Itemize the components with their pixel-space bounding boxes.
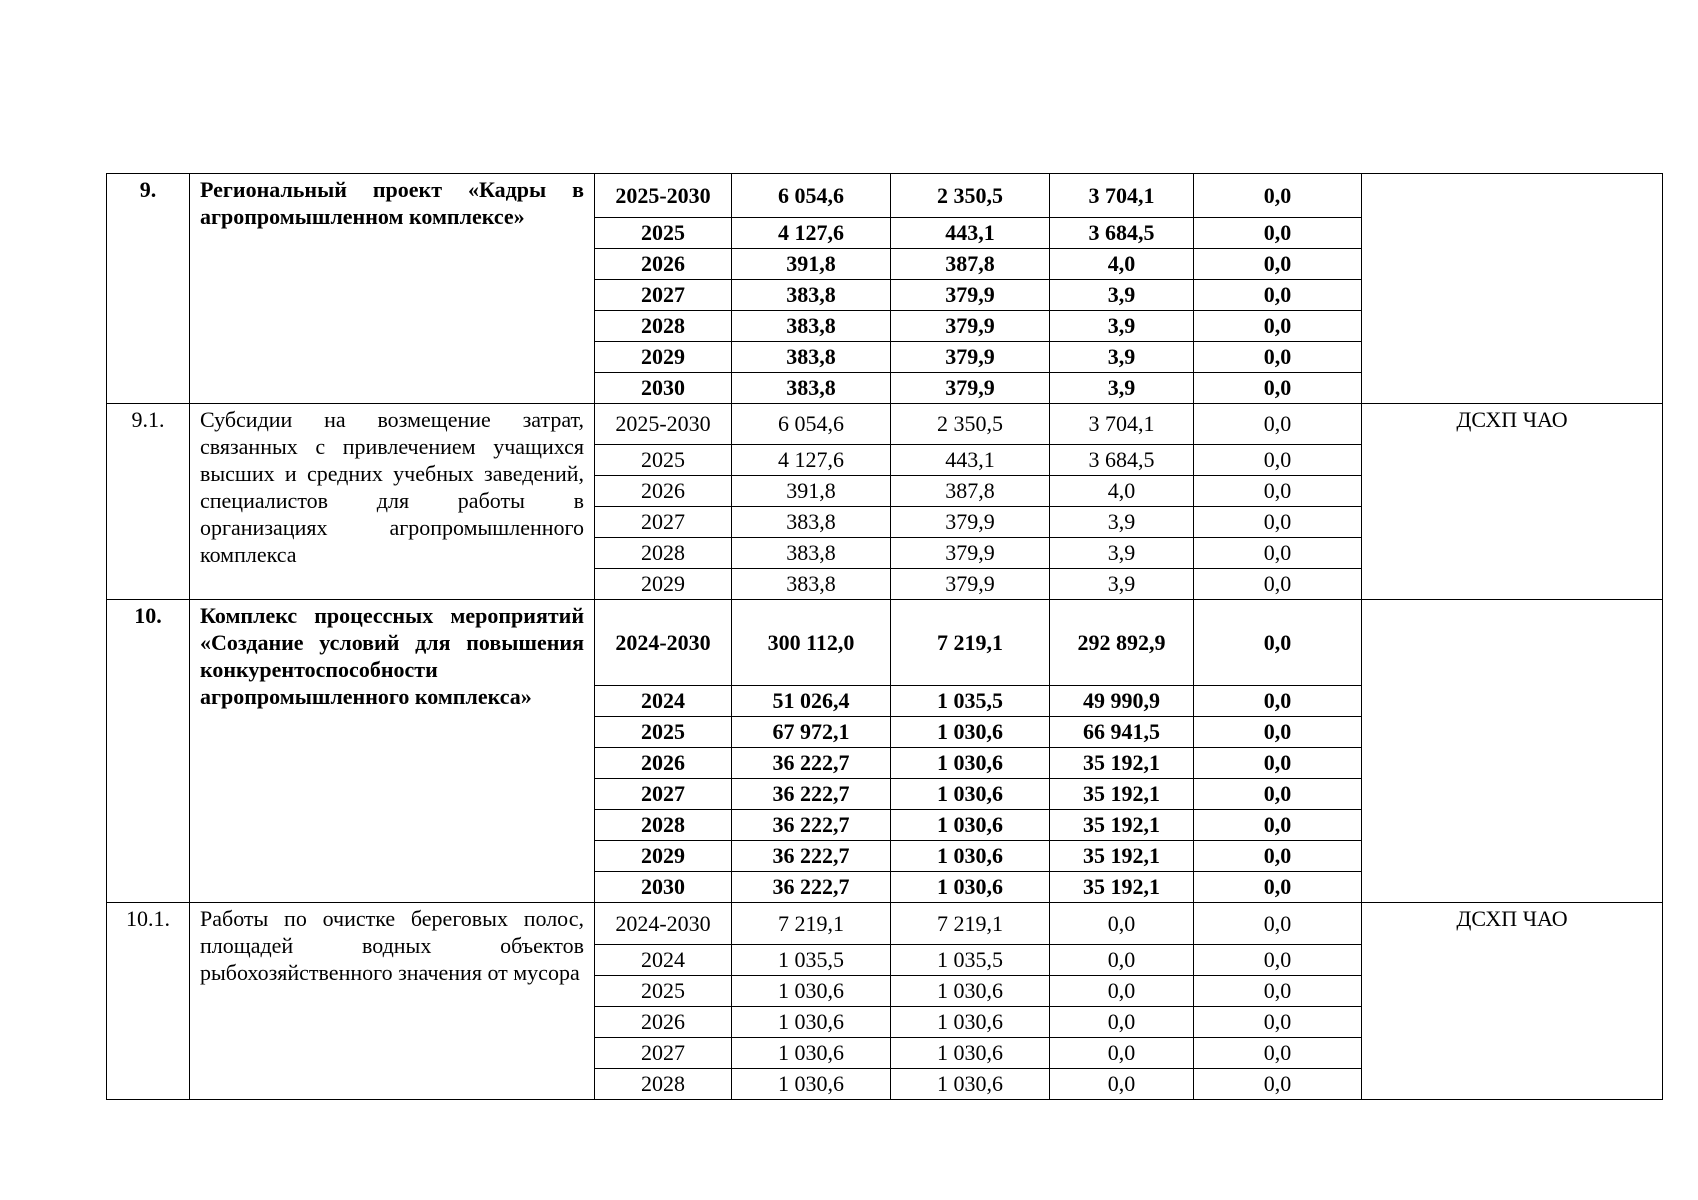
federal-budget-cell: 443,1 — [891, 218, 1050, 249]
period-cell: 2024-2030 — [595, 600, 732, 686]
other-sources-cell: 0,0 — [1194, 538, 1362, 569]
other-sources-cell: 0,0 — [1194, 373, 1362, 404]
period-cell: 2025 — [595, 976, 732, 1007]
total-cell: 4 127,6 — [732, 445, 891, 476]
other-sources-cell: 0,0 — [1194, 174, 1362, 218]
other-sources-cell: 0,0 — [1194, 600, 1362, 686]
period-cell: 2027 — [595, 280, 732, 311]
federal-budget-cell: 379,9 — [891, 373, 1050, 404]
regional-budget-cell: 35 192,1 — [1050, 810, 1194, 841]
executor-cell — [1362, 174, 1663, 404]
period-cell: 2029 — [595, 569, 732, 600]
regional-budget-cell: 292 892,9 — [1050, 600, 1194, 686]
regional-budget-cell: 3,9 — [1050, 280, 1194, 311]
other-sources-cell: 0,0 — [1194, 903, 1362, 945]
federal-budget-cell: 379,9 — [891, 507, 1050, 538]
item-name: Работы по очистке береговых полос, площадей водных объектов рыбохозяйственного значения от мусора — [190, 903, 595, 1100]
total-cell: 391,8 — [732, 249, 891, 280]
item-name: Региональный проект «Кадры в агропромышленном комплексе» — [190, 174, 595, 404]
period-cell: 2025 — [595, 218, 732, 249]
table-group-row — [107, 404, 1663, 445]
other-sources-cell: 0,0 — [1194, 976, 1362, 1007]
regional-budget-cell: 0,0 — [1050, 945, 1194, 976]
regional-budget-cell: 0,0 — [1050, 903, 1194, 945]
federal-budget-cell: 1 030,6 — [891, 1007, 1050, 1038]
total-cell: 383,8 — [732, 538, 891, 569]
regional-budget-cell: 35 192,1 — [1050, 872, 1194, 903]
period-cell: 2030 — [595, 872, 732, 903]
total-cell: 6 054,6 — [732, 174, 891, 218]
period-cell: 2027 — [595, 507, 732, 538]
item-number: 9. — [107, 174, 190, 404]
other-sources-cell: 0,0 — [1194, 445, 1362, 476]
period-cell: 2027 — [595, 779, 732, 810]
regional-budget-cell: 4,0 — [1050, 249, 1194, 280]
item-name: Комплекс процессных мероприятий «Создание условий для повышения конкурентоспособности агропромышленного комплекса» — [190, 600, 595, 903]
other-sources-cell: 0,0 — [1194, 841, 1362, 872]
other-sources-cell: 0,0 — [1194, 1007, 1362, 1038]
regional-budget-cell: 35 192,1 — [1050, 779, 1194, 810]
other-sources-cell: 0,0 — [1194, 872, 1362, 903]
regional-budget-cell: 3,9 — [1050, 569, 1194, 600]
total-cell: 36 222,7 — [732, 748, 891, 779]
period-cell: 2030 — [595, 373, 732, 404]
item-number: 10.1. — [107, 903, 190, 1100]
period-cell: 2029 — [595, 841, 732, 872]
period-cell: 2024 — [595, 945, 732, 976]
federal-budget-cell: 379,9 — [891, 342, 1050, 373]
period-cell: 2025 — [595, 445, 732, 476]
total-cell: 1 030,6 — [732, 1007, 891, 1038]
other-sources-cell: 0,0 — [1194, 280, 1362, 311]
federal-budget-cell: 2 350,5 — [891, 174, 1050, 218]
total-cell: 383,8 — [732, 280, 891, 311]
total-cell: 383,8 — [732, 569, 891, 600]
other-sources-cell: 0,0 — [1194, 945, 1362, 976]
federal-budget-cell: 7 219,1 — [891, 903, 1050, 945]
federal-budget-cell: 387,8 — [891, 476, 1050, 507]
regional-budget-cell: 3,9 — [1050, 342, 1194, 373]
period-cell: 2026 — [595, 249, 732, 280]
period-cell: 2028 — [595, 810, 732, 841]
regional-budget-cell: 4,0 — [1050, 476, 1194, 507]
total-cell: 1 030,6 — [732, 976, 891, 1007]
item-number: 10. — [107, 600, 190, 903]
other-sources-cell: 0,0 — [1194, 404, 1362, 445]
regional-budget-cell: 3 704,1 — [1050, 404, 1194, 445]
regional-budget-cell: 0,0 — [1050, 1007, 1194, 1038]
other-sources-cell: 0,0 — [1194, 810, 1362, 841]
total-cell: 4 127,6 — [732, 218, 891, 249]
other-sources-cell: 0,0 — [1194, 779, 1362, 810]
total-cell: 383,8 — [732, 507, 891, 538]
regional-budget-cell: 66 941,5 — [1050, 717, 1194, 748]
federal-budget-cell: 1 030,6 — [891, 1038, 1050, 1069]
other-sources-cell: 0,0 — [1194, 686, 1362, 717]
federal-budget-cell: 1 030,6 — [891, 872, 1050, 903]
regional-budget-cell: 3 704,1 — [1050, 174, 1194, 218]
item-number: 9.1. — [107, 404, 190, 600]
federal-budget-cell: 7 219,1 — [891, 600, 1050, 686]
regional-budget-cell: 3 684,5 — [1050, 445, 1194, 476]
period-cell: 2028 — [595, 311, 732, 342]
other-sources-cell: 0,0 — [1194, 311, 1362, 342]
total-cell: 7 219,1 — [732, 903, 891, 945]
federal-budget-cell: 1 030,6 — [891, 810, 1050, 841]
federal-budget-cell: 443,1 — [891, 445, 1050, 476]
federal-budget-cell: 1 035,5 — [891, 945, 1050, 976]
total-cell: 6 054,6 — [732, 404, 891, 445]
period-cell: 2028 — [595, 1069, 732, 1100]
other-sources-cell: 0,0 — [1194, 249, 1362, 280]
other-sources-cell: 0,0 — [1194, 218, 1362, 249]
total-cell: 1 030,6 — [732, 1069, 891, 1100]
federal-budget-cell: 1 030,6 — [891, 841, 1050, 872]
total-cell: 383,8 — [732, 311, 891, 342]
total-cell: 36 222,7 — [732, 872, 891, 903]
other-sources-cell: 0,0 — [1194, 1038, 1362, 1069]
period-cell: 2025 — [595, 717, 732, 748]
regional-budget-cell: 3 684,5 — [1050, 218, 1194, 249]
federal-budget-cell: 1 030,6 — [891, 1069, 1050, 1100]
table-group-row — [107, 600, 1663, 686]
federal-budget-cell: 1 035,5 — [891, 686, 1050, 717]
other-sources-cell: 0,0 — [1194, 748, 1362, 779]
federal-budget-cell: 379,9 — [891, 569, 1050, 600]
federal-budget-cell: 1 030,6 — [891, 748, 1050, 779]
total-cell: 391,8 — [732, 476, 891, 507]
program-financing-table — [106, 173, 1663, 1100]
period-cell: 2029 — [595, 342, 732, 373]
total-cell: 36 222,7 — [732, 810, 891, 841]
period-cell: 2026 — [595, 476, 732, 507]
total-cell: 36 222,7 — [732, 841, 891, 872]
regional-budget-cell: 3,9 — [1050, 373, 1194, 404]
total-cell: 51 026,4 — [732, 686, 891, 717]
executor-cell — [1362, 600, 1663, 903]
regional-budget-cell: 35 192,1 — [1050, 748, 1194, 779]
period-cell: 2028 — [595, 538, 732, 569]
federal-budget-cell: 379,9 — [891, 311, 1050, 342]
federal-budget-cell: 1 030,6 — [891, 976, 1050, 1007]
federal-budget-cell: 379,9 — [891, 538, 1050, 569]
other-sources-cell: 0,0 — [1194, 476, 1362, 507]
period-cell: 2025-2030 — [595, 174, 732, 218]
regional-budget-cell: 0,0 — [1050, 976, 1194, 1007]
table-group-row — [107, 174, 1663, 218]
total-cell: 67 972,1 — [732, 717, 891, 748]
total-cell: 1 030,6 — [732, 1038, 891, 1069]
regional-budget-cell: 3,9 — [1050, 311, 1194, 342]
period-cell: 2024-2030 — [595, 903, 732, 945]
total-cell: 36 222,7 — [732, 779, 891, 810]
federal-budget-cell: 1 030,6 — [891, 717, 1050, 748]
period-cell: 2024 — [595, 686, 732, 717]
regional-budget-cell: 0,0 — [1050, 1069, 1194, 1100]
total-cell: 383,8 — [732, 373, 891, 404]
executor-cell: ДСХП ЧАО — [1362, 903, 1663, 1100]
other-sources-cell: 0,0 — [1194, 717, 1362, 748]
total-cell: 1 035,5 — [732, 945, 891, 976]
item-name: Субсидии на возмещение затрат, связанных с привлечением учащихся высших и средних учебных заведений, специалистов для работы в организациях агропромышленного комплекса — [190, 404, 595, 600]
regional-budget-cell: 35 192,1 — [1050, 841, 1194, 872]
federal-budget-cell: 379,9 — [891, 280, 1050, 311]
period-cell: 2026 — [595, 1007, 732, 1038]
total-cell: 300 112,0 — [732, 600, 891, 686]
other-sources-cell: 0,0 — [1194, 569, 1362, 600]
federal-budget-cell: 1 030,6 — [891, 779, 1050, 810]
table-group-row — [107, 903, 1663, 945]
other-sources-cell: 0,0 — [1194, 1069, 1362, 1100]
federal-budget-cell: 387,8 — [891, 249, 1050, 280]
regional-budget-cell: 3,9 — [1050, 538, 1194, 569]
regional-budget-cell: 0,0 — [1050, 1038, 1194, 1069]
other-sources-cell: 0,0 — [1194, 342, 1362, 373]
regional-budget-cell: 3,9 — [1050, 507, 1194, 538]
other-sources-cell: 0,0 — [1194, 507, 1362, 538]
total-cell: 383,8 — [732, 342, 891, 373]
period-cell: 2027 — [595, 1038, 732, 1069]
period-cell: 2026 — [595, 748, 732, 779]
federal-budget-cell: 2 350,5 — [891, 404, 1050, 445]
period-cell: 2025-2030 — [595, 404, 732, 445]
regional-budget-cell: 49 990,9 — [1050, 686, 1194, 717]
executor-cell: ДСХП ЧАО — [1362, 404, 1663, 600]
